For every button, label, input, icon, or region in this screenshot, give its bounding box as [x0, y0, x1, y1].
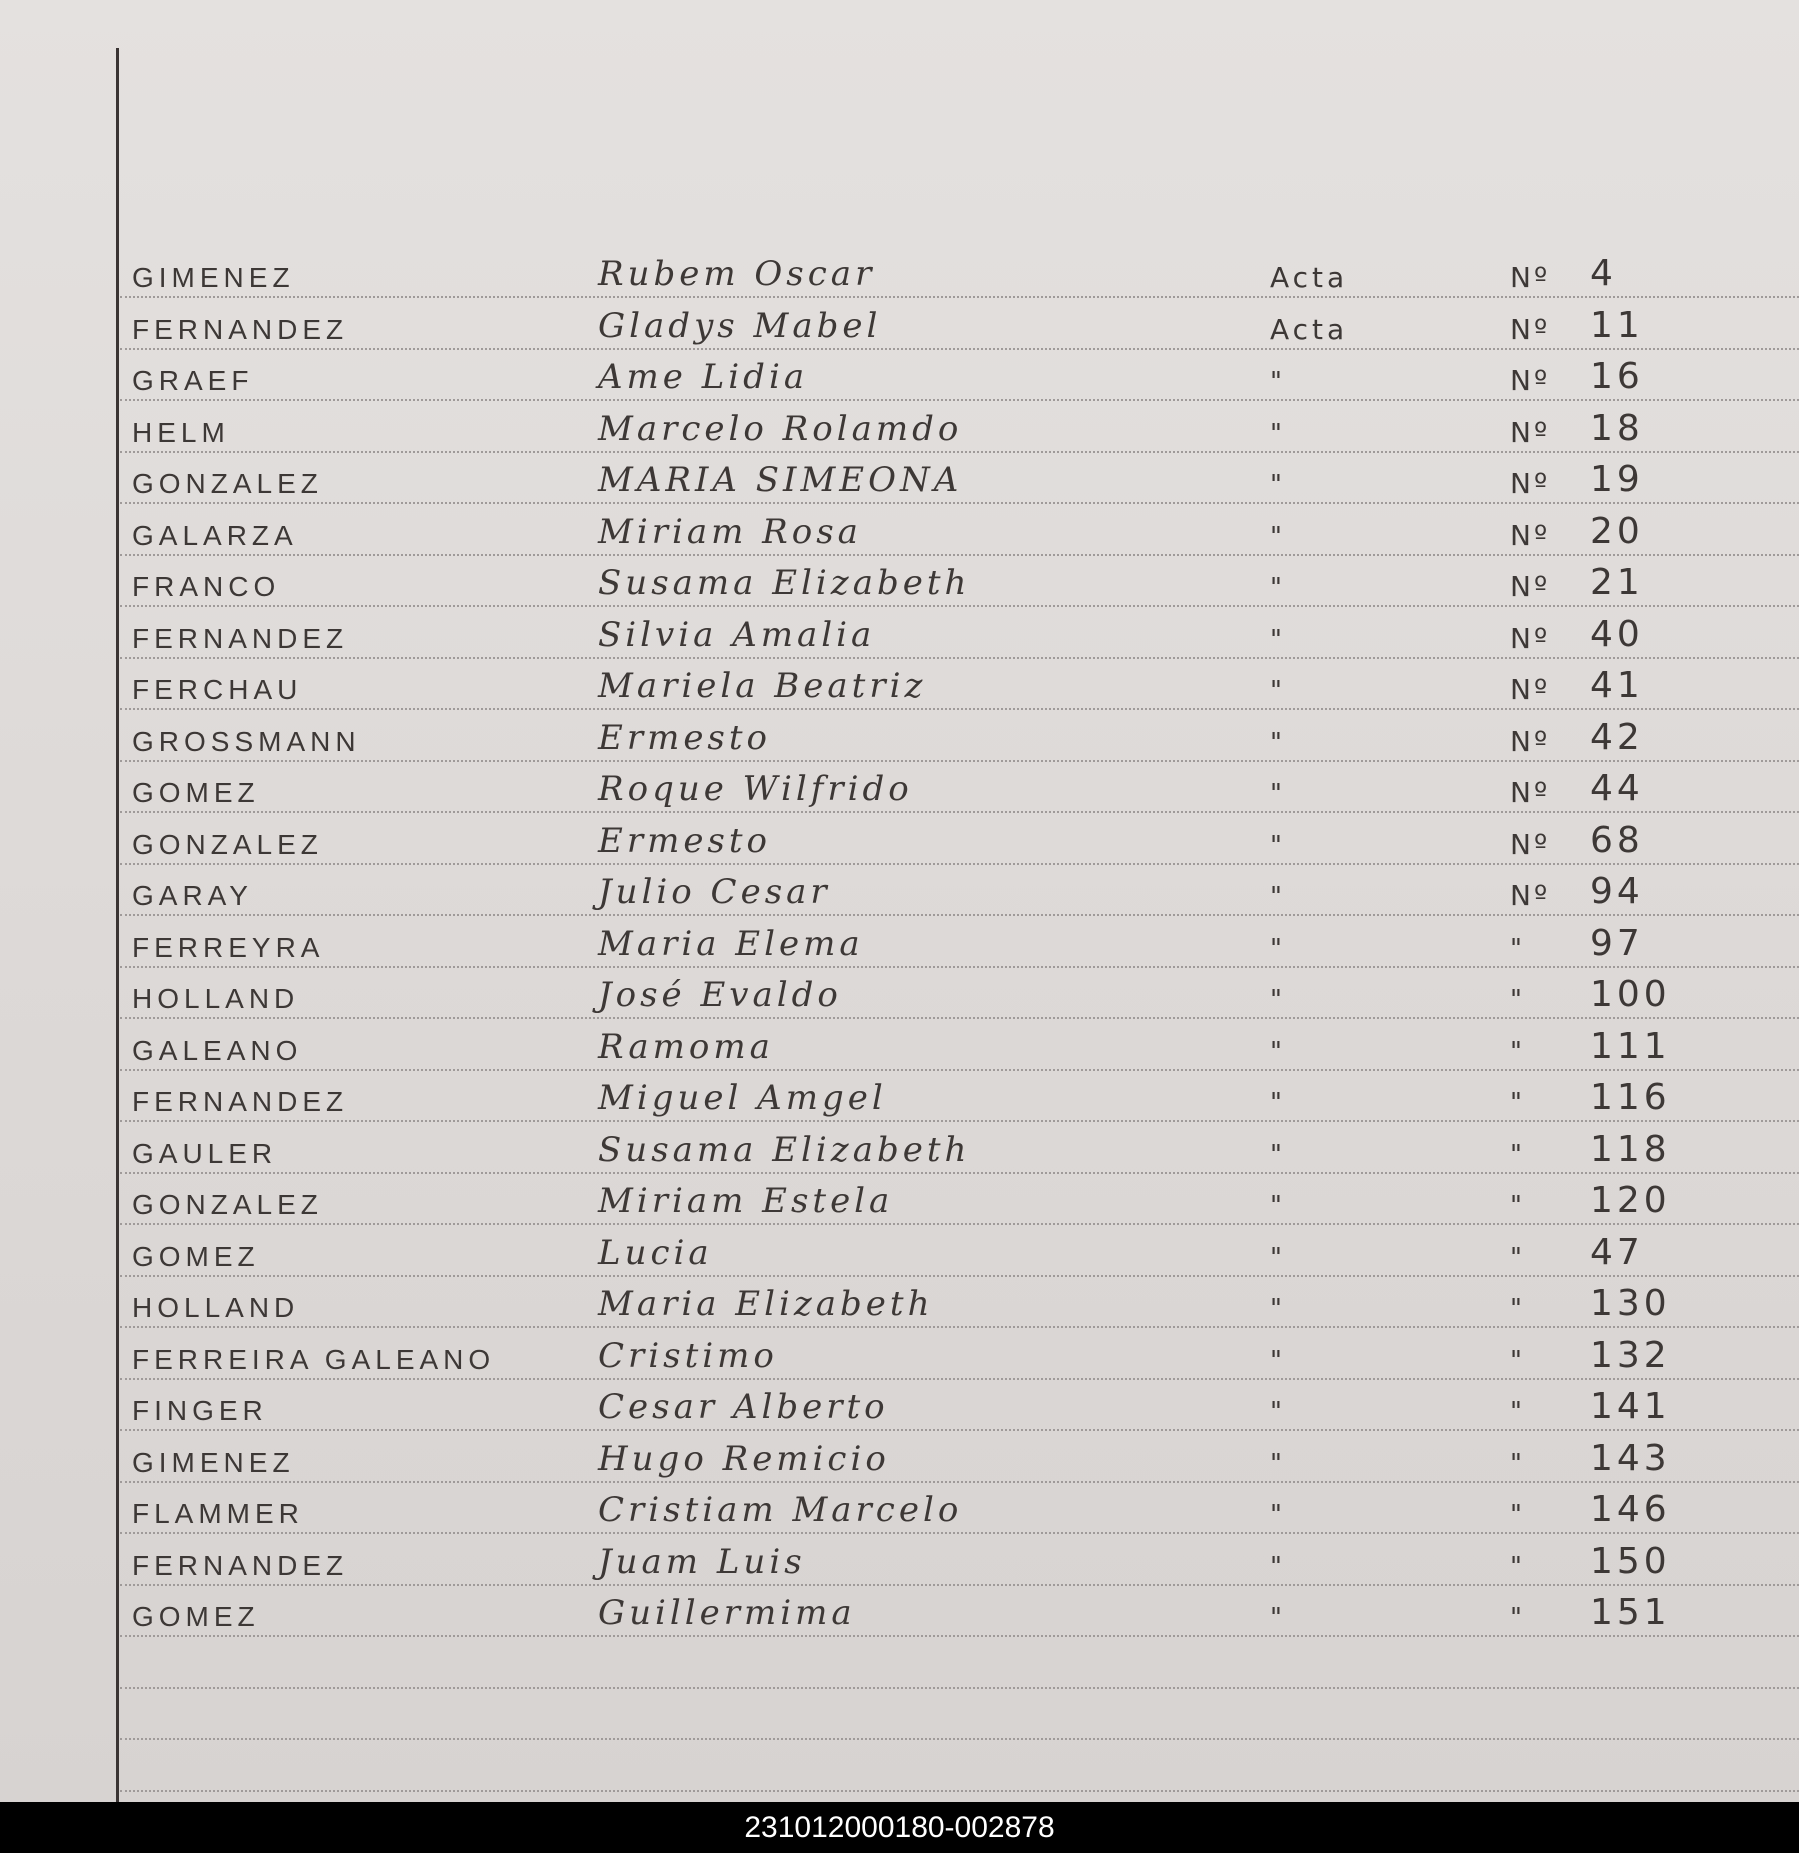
number-label-text: "	[1510, 1191, 1522, 1221]
registry-row	[0, 454, 1799, 506]
given-names-text: Rubem Oscar	[598, 254, 876, 294]
surname-text: GOMEZ	[132, 1240, 260, 1272]
acta-number-text: 130	[1590, 1283, 1671, 1324]
given-names-text: Juam Luis	[598, 1541, 806, 1582]
acta-text: "	[1270, 727, 1282, 758]
given-names-text: Ramoma	[598, 1026, 774, 1067]
acta-text: "	[1270, 1242, 1282, 1273]
acta-text: Acta	[1270, 261, 1349, 294]
number-label-text: "	[1510, 1551, 1522, 1582]
surname-text: GOMEZ	[132, 777, 260, 808]
given-names-text: Cristiam Marcelo	[598, 1490, 963, 1530]
registry-row	[0, 351, 1799, 403]
number-label-text: Nº	[1510, 518, 1551, 552]
registry-row	[0, 1587, 1799, 1639]
acta-text: "	[1270, 1345, 1282, 1376]
acta-text: "	[1270, 779, 1282, 809]
registry-row	[0, 1381, 1799, 1433]
surname-text: FERNANDEZ	[132, 1549, 349, 1581]
number-label-text: "	[1510, 933, 1522, 964]
number-label-text: Nº	[1510, 570, 1551, 603]
acta-text: "	[1270, 1088, 1282, 1118]
acta-number-text: 100	[1590, 974, 1671, 1015]
given-names-text: José Evaldo	[598, 975, 842, 1015]
acta-text: Acta	[1270, 312, 1349, 346]
acta-number-text: 19	[1590, 459, 1644, 500]
number-label-text: Nº	[1510, 827, 1551, 861]
acta-text: "	[1270, 367, 1282, 397]
acta-number-text: 40	[1590, 613, 1644, 655]
surname-text: GONZALEZ	[132, 828, 323, 860]
acta-number-text: 44	[1590, 768, 1644, 809]
registry-row	[0, 866, 1799, 918]
registry-row	[0, 300, 1799, 352]
number-label-text: Nº	[1510, 312, 1551, 346]
number-label-text: "	[1510, 1397, 1522, 1427]
number-label-text: "	[1510, 1294, 1522, 1324]
acta-text: "	[1270, 1191, 1282, 1221]
acta-text: "	[1270, 624, 1282, 655]
number-label-text: Nº	[1510, 415, 1551, 449]
given-names-text: Ame Lidia	[598, 357, 809, 397]
acta-number-text: 18	[1590, 407, 1644, 449]
given-names-text: Guillermima	[598, 1593, 856, 1633]
given-names-text: Miriam Rosa	[598, 511, 862, 552]
given-names-text: Marcelo Rolamdo	[598, 408, 963, 449]
acta-number-text: 42	[1590, 716, 1644, 758]
surname-text: FERREIRA GALEANO	[132, 1343, 496, 1375]
registry-row	[0, 403, 1799, 455]
number-label-text: "	[1510, 1603, 1522, 1633]
acta-text: "	[1270, 1139, 1282, 1170]
acta-number-text: 41	[1590, 665, 1644, 706]
surname-text: FERCHAU	[132, 674, 303, 705]
acta-text: "	[1270, 1603, 1282, 1633]
given-names-text: Susama Elizabeth	[598, 563, 971, 603]
given-names-text: MARIA SIMEONA	[598, 460, 963, 500]
number-label-text: Nº	[1510, 261, 1551, 294]
acta-text: "	[1270, 573, 1282, 603]
registry-row	[0, 506, 1799, 558]
surname-text: GALEANO	[132, 1034, 303, 1066]
given-names-text: Silvia Amalia	[598, 614, 876, 655]
acta-text: "	[1270, 1551, 1282, 1582]
registry-row	[0, 1536, 1799, 1588]
registry-row	[0, 557, 1799, 609]
surname-text: GALARZA	[132, 519, 298, 551]
acta-number-text: 21	[1590, 562, 1644, 603]
registry-row	[0, 712, 1799, 764]
acta-number-text: 116	[1590, 1077, 1671, 1118]
given-names-text: Lucia	[598, 1232, 713, 1273]
surname-text: FINGER	[132, 1395, 268, 1426]
registry-row	[0, 815, 1799, 867]
surname-text: FERNANDEZ	[132, 313, 349, 345]
surname-text: HOLLAND	[132, 983, 300, 1014]
surname-text: FRANCO	[132, 571, 281, 602]
acta-number-text: 4	[1590, 253, 1617, 294]
number-label-text: Nº	[1510, 879, 1551, 912]
registry-row	[0, 1433, 1799, 1485]
acta-number-text: 146	[1590, 1489, 1671, 1530]
acta-number-text: 97	[1590, 922, 1644, 964]
acta-text: "	[1270, 882, 1282, 912]
registry-row	[0, 660, 1799, 712]
number-label-text: Nº	[1510, 621, 1551, 655]
acta-number-text: 11	[1590, 304, 1644, 346]
acta-number-text: 111	[1590, 1025, 1671, 1067]
surname-text: GAULER	[132, 1137, 278, 1169]
surname-text: GOMEZ	[132, 1601, 260, 1632]
acta-number-text: 118	[1590, 1128, 1671, 1170]
surname-text: GROSSMANN	[132, 725, 361, 757]
given-names-text: Cristimo	[598, 1335, 778, 1376]
registry-row	[0, 1021, 1799, 1073]
acta-number-text: 94	[1590, 871, 1644, 912]
registry-row	[0, 918, 1799, 970]
acta-number-text: 120	[1590, 1180, 1671, 1221]
number-label-text: Nº	[1510, 776, 1551, 809]
acta-text: "	[1270, 830, 1282, 861]
given-names-text: Gladys Mabel	[598, 305, 882, 346]
surname-text: HOLLAND	[132, 1292, 300, 1323]
number-label-text: "	[1510, 1500, 1522, 1530]
surname-text: GARAY	[132, 880, 253, 911]
given-names-text: Susama Elizabeth	[598, 1129, 971, 1170]
acta-number-text: 151	[1590, 1592, 1671, 1633]
registry-row	[0, 1330, 1799, 1382]
given-names-text: Roque Wilfrido	[598, 769, 913, 809]
surname-text: FERREYRA	[132, 931, 325, 963]
surname-text: FERNANDEZ	[132, 1086, 349, 1117]
given-names-text: Hugo Remicio	[598, 1438, 890, 1479]
surname-text: GRAEF	[132, 365, 254, 396]
image-identifier: 231012000180-002878	[744, 1811, 1055, 1844]
number-label-text: "	[1510, 1139, 1522, 1170]
acta-text: "	[1270, 470, 1282, 500]
given-names-text: Cesar Alberto	[598, 1387, 889, 1427]
acta-text: "	[1270, 1397, 1282, 1427]
registry-row	[0, 969, 1799, 1021]
surname-text: GONZALEZ	[132, 468, 323, 499]
given-names-text: Ermesto	[598, 717, 772, 758]
acta-text: "	[1270, 418, 1282, 449]
acta-text: "	[1270, 985, 1282, 1015]
registry-row	[0, 1175, 1799, 1227]
acta-number-text: 141	[1590, 1386, 1671, 1427]
registry-row	[0, 1124, 1799, 1176]
acta-text: "	[1270, 521, 1282, 552]
registry-row	[0, 763, 1799, 815]
given-names-text: Mariela Beatriz	[598, 666, 927, 706]
surname-text: HELM	[132, 416, 230, 448]
acta-number-text: 47	[1590, 1231, 1644, 1273]
acta-text: "	[1270, 676, 1282, 706]
number-label-text: "	[1510, 985, 1522, 1015]
acta-number-text: 132	[1590, 1334, 1671, 1376]
acta-text: "	[1270, 1500, 1282, 1530]
given-names-text: Miguel Amgel	[598, 1078, 887, 1118]
surname-text: FERNANDEZ	[132, 622, 349, 654]
number-label-text: "	[1510, 1345, 1522, 1376]
registry-row	[0, 1484, 1799, 1536]
number-label-text: Nº	[1510, 467, 1551, 500]
given-names-text: Maria Elizabeth	[598, 1284, 934, 1324]
acta-text: "	[1270, 1036, 1282, 1067]
image-identifier-bar	[0, 1802, 1799, 1853]
surname-text: GONZALEZ	[132, 1189, 323, 1220]
acta-number-text: 20	[1590, 510, 1644, 552]
number-label-text: "	[1510, 1448, 1522, 1479]
given-names-text: Ermesto	[598, 820, 772, 861]
registry-row	[0, 1227, 1799, 1279]
acta-number-text: 150	[1590, 1540, 1671, 1582]
number-label-text: "	[1510, 1242, 1522, 1273]
given-names-text: Maria Elema	[598, 923, 864, 964]
acta-text: "	[1270, 1294, 1282, 1324]
given-names-text: Miriam Estela	[598, 1181, 894, 1221]
surname-text: GIMENEZ	[132, 1446, 295, 1478]
registry-row	[0, 1278, 1799, 1330]
number-label-text: Nº	[1510, 673, 1551, 706]
number-label-text: Nº	[1510, 724, 1551, 758]
registry-row	[0, 248, 1799, 300]
number-label-text: Nº	[1510, 364, 1551, 397]
surname-text: FLAMMER	[132, 1498, 304, 1529]
number-label-text: "	[1510, 1088, 1522, 1118]
given-names-text: Julio Cesar	[598, 872, 831, 912]
registry-row	[0, 609, 1799, 661]
acta-text: "	[1270, 1448, 1282, 1479]
number-label-text: "	[1510, 1036, 1522, 1067]
acta-number-text: 68	[1590, 819, 1644, 861]
acta-text: "	[1270, 933, 1282, 964]
acta-number-text: 16	[1590, 356, 1644, 397]
acta-number-text: 143	[1590, 1437, 1671, 1479]
surname-text: GIMENEZ	[132, 262, 295, 293]
registry-row	[0, 1072, 1799, 1124]
